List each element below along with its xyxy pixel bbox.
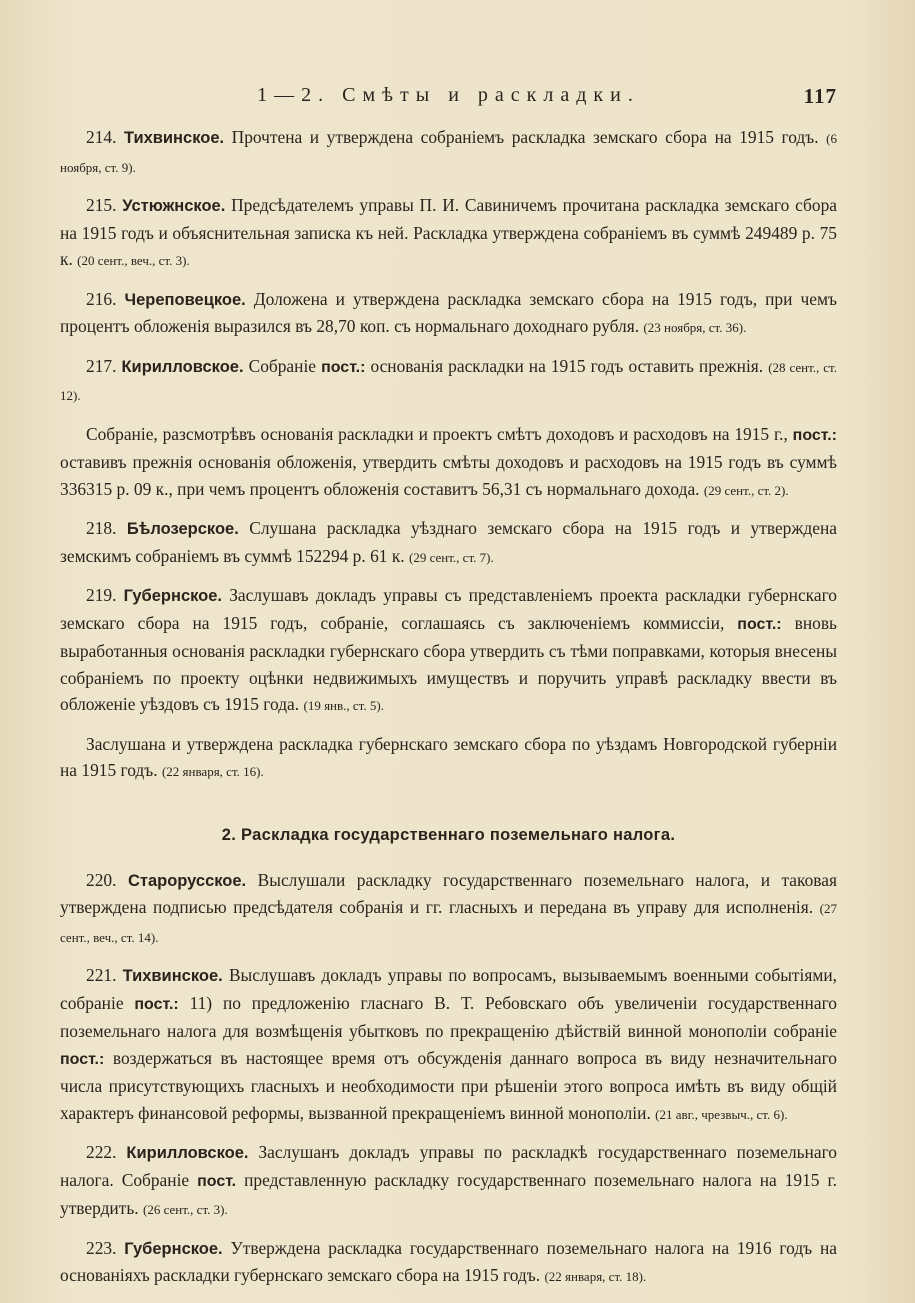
entry-place: Губернское. xyxy=(124,1239,223,1258)
section-heading: 2. Раскладка государственнаго поземельнаго налога. xyxy=(221,825,676,844)
entry-reference: (29 сент., ст. 2). xyxy=(703,482,789,498)
entry-number: 219. xyxy=(86,585,117,605)
entry-text: оставивъ прежнія основанія обложенія, утвердить смѣты доходовъ и расходовъ на 1915 годъ въ суммѣ 336315 р. 09 к., при чемъ процентъ обложенія составитъ 56,31 съ нормальнаго дохода. xyxy=(60,452,837,499)
entry-217 xyxy=(60,353,837,410)
entry-text-lead: Выслушавъ докладъ управы по вопросамъ, вызываемымъ военными событіями, собраніе xyxy=(60,965,837,1013)
entry-place: Губернское. xyxy=(123,587,223,605)
entry-reference: (6 ноября, ст. 9). xyxy=(60,131,837,175)
entry-text-lead: Собраніе, разсмотрѣвъ основанія раскладки и проектъ смѣтъ доходовъ и расходовъ на 1915 г., xyxy=(86,423,788,444)
entry-217-continued xyxy=(60,421,837,505)
entry-220 xyxy=(60,867,837,952)
page-header xyxy=(60,84,837,114)
entry-reference: (27 сент., веч., ст. 14). xyxy=(60,901,837,945)
entry-reference: (20 сент., веч., ст. 3). xyxy=(77,253,190,268)
resolution-marker: пост.: xyxy=(737,615,782,633)
entry-number: 216. xyxy=(86,288,117,309)
entry-text: Выслушали раскладку государственнаго поземельнаго налога, и таковая утверждена подписью предсѣдателя собранія и гг. гласныхъ и передана въ управу для исполненія. xyxy=(60,869,837,917)
entry-219-continued xyxy=(60,731,837,786)
entry-place: Устюжнское. xyxy=(122,197,226,215)
entry-text: воздержаться въ настоящее время отъ обсужденія даннаго вопроса въ виду незначительнаго числа присутствующихъ гласныхъ и необходимости при рѣшеніи этого вопроса имѣть въ виду общій характеръ финансовой реформы, вызванной прекращеніемъ винной монополіи. xyxy=(60,1047,837,1123)
entry-number: 223. xyxy=(86,1237,117,1258)
entry-number: 217. xyxy=(86,355,117,376)
entry-place: Тихвинское. xyxy=(124,129,225,147)
entry-218 xyxy=(60,515,837,571)
page-number: 117 xyxy=(803,84,837,108)
entry-number: 218. xyxy=(86,518,117,538)
entry-214 xyxy=(60,124,837,181)
entry-place: Кирилловское. xyxy=(126,1144,249,1162)
entry-text: Прочтена и утверждена собраніемъ раскладка земскаго сбора на 1915 годъ. xyxy=(231,127,819,147)
entry-reference: (26 сент., ст. 3). xyxy=(142,1202,228,1217)
entry-number: 222. xyxy=(86,1142,117,1162)
entry-reference: (19 янв., ст. 5). xyxy=(303,698,384,713)
entry-text: Утверждена раскладка государственнаго поземельнаго налога на 1916 годъ на основаніяхъ раскладки губернскаго земскаго сбора на 1915 годъ. xyxy=(60,1237,837,1285)
entry-reference: (28 сент., ст. 12). xyxy=(60,359,837,403)
entry-place: Череповецкое. xyxy=(124,290,246,309)
entry-number: 221. xyxy=(86,965,117,985)
entry-222 xyxy=(60,1139,837,1224)
resolution-marker: пост.: xyxy=(792,426,837,444)
entry-221 xyxy=(60,962,837,1128)
entry-219 xyxy=(60,582,837,720)
entry-number: 214. xyxy=(86,127,117,147)
resolution-marker: пост. xyxy=(197,1172,237,1190)
entry-223 xyxy=(60,1235,837,1291)
running-title: 1—2. Смѣты и раскладки. xyxy=(257,84,640,106)
resolution-marker: пост.: xyxy=(321,358,366,376)
entry-reference: (23 ноября, ст. 36). xyxy=(643,320,747,335)
entry-place: Старорусское. xyxy=(127,871,247,890)
entry-text-lead: Заслушавъ докладъ управы съ представленіемъ проекта раскладки губернскаго земскаго сбора на 1915 годъ, собраніе, соглашаясь съ заключеніемъ коммиссіи, xyxy=(60,585,837,633)
entry-reference: (29 сент., ст. 7). xyxy=(408,549,494,565)
entry-reference: (22 января, ст. 16). xyxy=(161,764,264,779)
entry-number: 220. xyxy=(86,869,117,890)
entry-216 xyxy=(60,286,837,342)
entry-reference: (22 января, ст. 18). xyxy=(544,1269,647,1284)
entry-text: основанія раскладки на 1915 годъ оставить прежнія. xyxy=(370,355,764,376)
entry-text-lead: Собраніе xyxy=(248,355,317,376)
entry-place: Тихвинское. xyxy=(122,967,223,985)
entry-text-lead: Заслушанъ докладъ управы по раскладкѣ государственнаго поземельнаго налога. Собраніе xyxy=(60,1142,837,1190)
entry-text: Заслушана и утверждена раскладка губернскаго земскаго сбора по уѣздамъ Новгородской губерніи на 1915 годъ. xyxy=(60,733,837,780)
entry-215 xyxy=(60,192,837,275)
entry-text: Предсѣдателемъ управы П. И. Савиничемъ прочитана раскладка земскаго сбора на 1915 годъ и объяснительная записка къ ней. Раскладка утверждена собраніемъ въ суммѣ 249489 р. 75 к. xyxy=(60,195,837,269)
entry-place: Бѣлозерское. xyxy=(126,520,239,538)
entry-text: Слушана раскладка уѣзднаго земскаго сбора на 1915 годъ и утверждена земскимъ собраніемъ въ суммѣ 152294 р. 61 к. xyxy=(60,518,837,566)
entry-text: вновь выработанныя основанія раскладки губернскаго сбора утвердить съ тѣми поправками, которыя внесены собраніемъ по проекту оцѣнки недвижимыхъ имуществъ и поручить управѣ раскладку ввести въ обложеніе уѣздовъ съ 1915 года. xyxy=(60,612,837,714)
entry-text-middle: 11) по предложенію гласнаго В. Т. Ребовскаго объ увеличеніи государственнаго поземельнаго налога для возмѣщенія убытковъ по прекращенію дѣйствій винной монополіи собраніе xyxy=(60,992,837,1041)
entry-reference: (21 авг., чрезвыч., ст. 6). xyxy=(655,1106,788,1122)
resolution-marker: пост.: xyxy=(60,1050,105,1068)
entry-number: 215. xyxy=(86,195,117,215)
entry-text: Доложена и утверждена раскладка земскаго сбора на 1915 годъ, при чемъ процентъ обложенія выразился въ 28,70 коп. съ нормальнаго доходнаго рубля. xyxy=(60,288,837,336)
resolution-marker: пост.: xyxy=(134,995,179,1013)
entry-text: представленную раскладку государственнаго поземельнаго налога на 1915 г. утвердить. xyxy=(60,1169,837,1218)
page-content xyxy=(60,124,837,1302)
entry-place: Кирилловское. xyxy=(121,357,244,376)
